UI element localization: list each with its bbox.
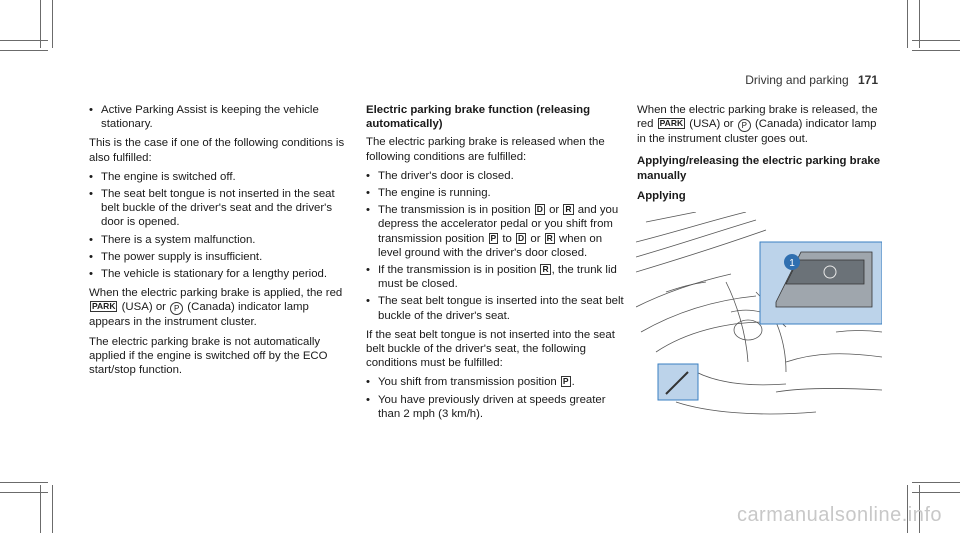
list-item: • You have previously driven at speeds greater than 2 mph (3 km/h). — [366, 393, 624, 421]
crop-mark — [912, 482, 960, 483]
gear-d-icon: D — [536, 204, 543, 215]
crop-mark — [0, 492, 48, 493]
list-item: • There is a system malfunction. — [89, 233, 351, 247]
section-title: Driving and parking — [745, 73, 849, 87]
column-3 — [637, 103, 887, 207]
gear-d-icon: D — [518, 232, 525, 243]
figure-callout-1: 1 — [789, 258, 795, 269]
crop-mark — [912, 492, 960, 493]
list-item: • The engine is switched off. — [89, 170, 351, 184]
column-1 — [89, 103, 351, 382]
parking-brake-switch-illustration — [636, 212, 882, 430]
subheading: Applying — [637, 189, 686, 202]
text-run: (Canada) indicator lamp appears in the instrument cluster. — [89, 301, 309, 329]
text-run: When the electric parking brake is released, the red — [637, 104, 878, 131]
watermark: carmanualsonline.info — [736, 504, 942, 526]
condition-list — [366, 169, 624, 323]
text-run: when on level ground with the driver's door closed. — [378, 232, 603, 259]
crop-mark — [0, 482, 48, 483]
paragraph: This is the case if one of the following conditions is also fulfilled: — [89, 137, 345, 164]
list-item: • The seat belt tongue is inserted into the seat belt buckle of the driver's seat. — [366, 294, 624, 322]
text-run: , the trunk lid must be closed. — [378, 264, 617, 291]
list-item: • Active Parking Assist is keeping the vehicle stationary. — [89, 103, 351, 131]
gear-r-icon: R — [546, 232, 553, 243]
gear-r-icon: R — [542, 264, 549, 275]
text-run: and you depress the accelerator pedal or you shift from transmission position — [378, 204, 619, 245]
section-heading: Applying/releasing the electric parking brake manually — [637, 155, 881, 182]
paragraph: The electric parking brake is not automatically applied if the engine is switched off by the ECO start/stop function. — [89, 335, 328, 377]
page-number: 171 — [857, 73, 878, 87]
text-run: If the transmission is in position — [378, 264, 537, 277]
list-item: • The driver's door is closed. — [366, 169, 624, 183]
text-run: (USA) or — [689, 118, 734, 131]
list-item: • The power supply is insufficient. — [89, 250, 351, 264]
paragraph: The electric parking brake is released when the following conditions are fulfilled: — [366, 136, 605, 163]
text-run: The transmission is in position — [378, 204, 531, 217]
text-run: . — [571, 376, 575, 389]
parking-brake-indicator-icon: P — [170, 302, 183, 315]
crop-mark — [912, 50, 960, 51]
park-indicator-icon: PARK — [659, 118, 684, 129]
crop-mark — [0, 50, 48, 51]
list-item: • The engine is running. — [366, 186, 624, 200]
condition-list — [89, 170, 351, 281]
parking-brake-indicator-icon: P — [738, 119, 751, 132]
crop-mark — [52, 485, 53, 533]
text-run: to — [502, 232, 512, 245]
crop-mark — [912, 40, 960, 41]
gear-r-icon: R — [565, 204, 572, 215]
list-item — [366, 375, 624, 389]
text-run: You shift from transmission position — [378, 376, 557, 389]
crop-mark — [52, 0, 53, 48]
list-item — [366, 263, 624, 291]
park-indicator-icon: PARK — [92, 301, 116, 312]
text-run: or — [530, 232, 541, 245]
gear-p-icon: P — [562, 376, 569, 387]
paragraph: If the seat belt tongue is not inserted into the seat belt buckle of the driver's seat, the following conditions must be fulfilled: — [366, 328, 615, 370]
list-item — [366, 203, 624, 260]
paragraph — [637, 103, 887, 146]
crop-mark — [0, 40, 48, 41]
bullet-list — [89, 103, 351, 131]
page-header — [745, 73, 878, 87]
section-heading: Electric parking brake function (releasing automatically) — [366, 104, 591, 131]
condition-list — [366, 375, 624, 421]
text-run: When the electric parking brake is applied, the red — [89, 287, 343, 300]
gear-p-icon: P — [490, 232, 497, 243]
text-run: (Canada) indicator lamp in the instrument cluster goes out. — [637, 118, 877, 146]
text-run: or — [549, 204, 560, 217]
crop-mark — [907, 0, 908, 48]
list-item: • The vehicle is stationary for a lengthy period. — [89, 267, 351, 281]
list-item: • The seat belt tongue is not inserted in the seat belt buckle of the driver's seat and the driver's door is opened. — [89, 187, 351, 230]
text-run: (USA) or — [121, 301, 166, 314]
paragraph — [89, 286, 351, 329]
column-2 — [366, 103, 624, 426]
